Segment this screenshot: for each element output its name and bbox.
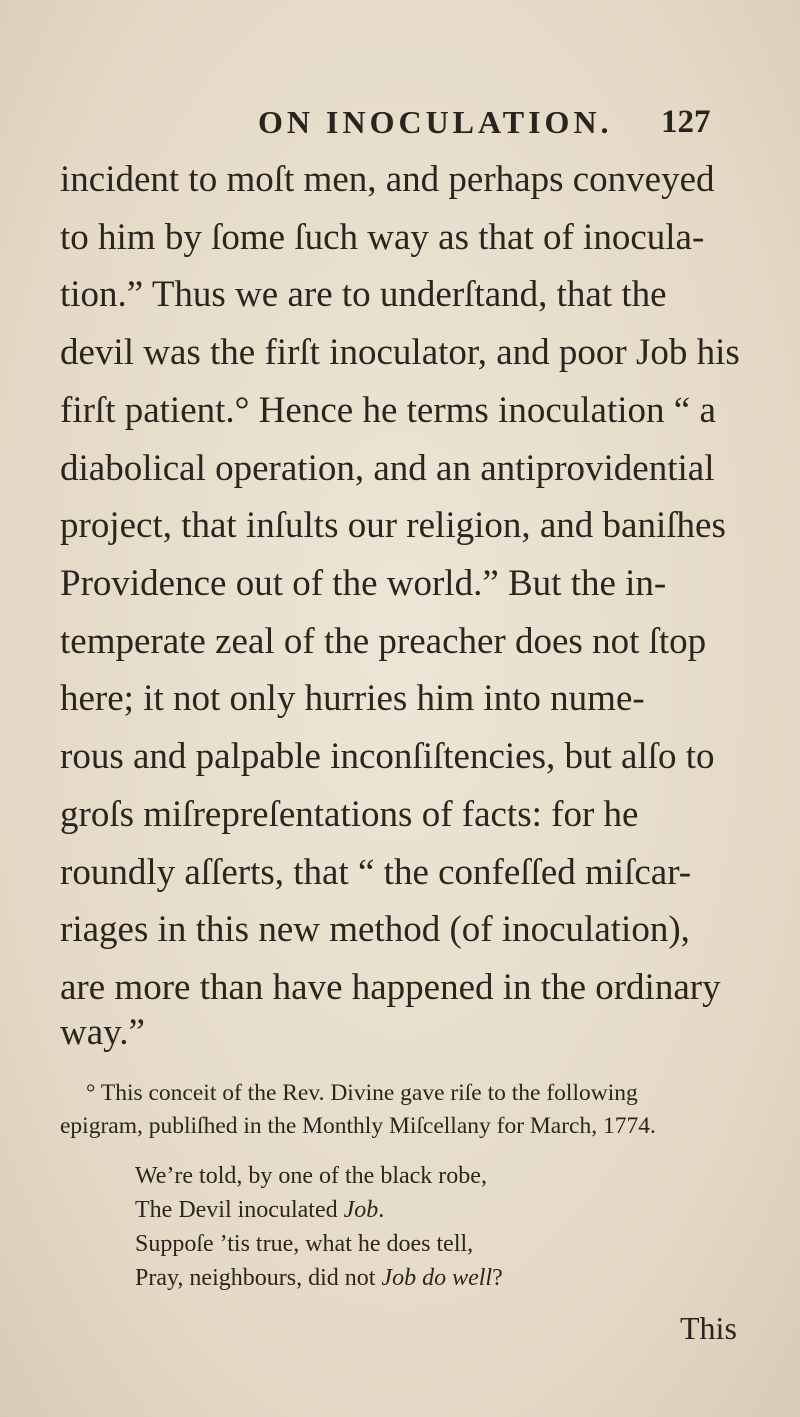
text-line: are more than have happened in the ordinary <box>60 967 721 1008</box>
text-line: diabolical operation, and an antiprovidential <box>60 447 715 489</box>
verse-line: Pray, neighbours, did not Job do well? <box>135 1265 503 1291</box>
footnote-line: ° This conceit of the Rev. Divine gave riſe to the following <box>86 1080 638 1106</box>
text-line: project, that inſults our religion, and baniſhes <box>60 505 726 547</box>
text-line: groſs miſrepreſentations of facts: for he <box>60 793 639 835</box>
footnote-line: epigram, publiſhed in the Monthly Miſcellany for March, 1774. <box>60 1113 656 1139</box>
text-line: to him by ſome ſuch way as that of inocula- <box>60 216 705 258</box>
page-number: 127 <box>661 104 711 140</box>
text-line: riages in this new method (of inoculation), <box>60 909 690 951</box>
text-line: tion.” Thus we are to underſtand, that the <box>60 274 667 316</box>
verse-line: Suppoſe ’tis true, what he does tell, <box>135 1231 474 1257</box>
page-header <box>0 104 800 148</box>
text-line: way.” <box>60 1012 145 1053</box>
text-line: incident to moſt men, and perhaps conveyed <box>60 159 715 200</box>
text-line: roundly aſſerts, that “ the confeſſed miſcar- <box>60 851 692 893</box>
running-title: ON INOCULATION. <box>258 104 613 140</box>
text-line: temperate zeal of the preacher does not ſtop <box>60 620 707 662</box>
text-line: Providence out of the world.” But the in- <box>60 563 667 604</box>
verse-line: The Devil inoculated Job. <box>135 1197 385 1223</box>
text-line: devil was the firſt inoculator, and poor Job his <box>60 332 740 374</box>
text-line: firſt patient.° Hence he terms inoculation “ a <box>60 389 716 431</box>
catchword: This <box>680 1310 737 1346</box>
text-line: here; it not only hurries him into nume- <box>60 678 645 720</box>
text-line: rous and palpable inconſiſtencies, but alſo to <box>60 736 715 778</box>
verse-line: We’re told, by one of the black robe, <box>135 1163 487 1189</box>
